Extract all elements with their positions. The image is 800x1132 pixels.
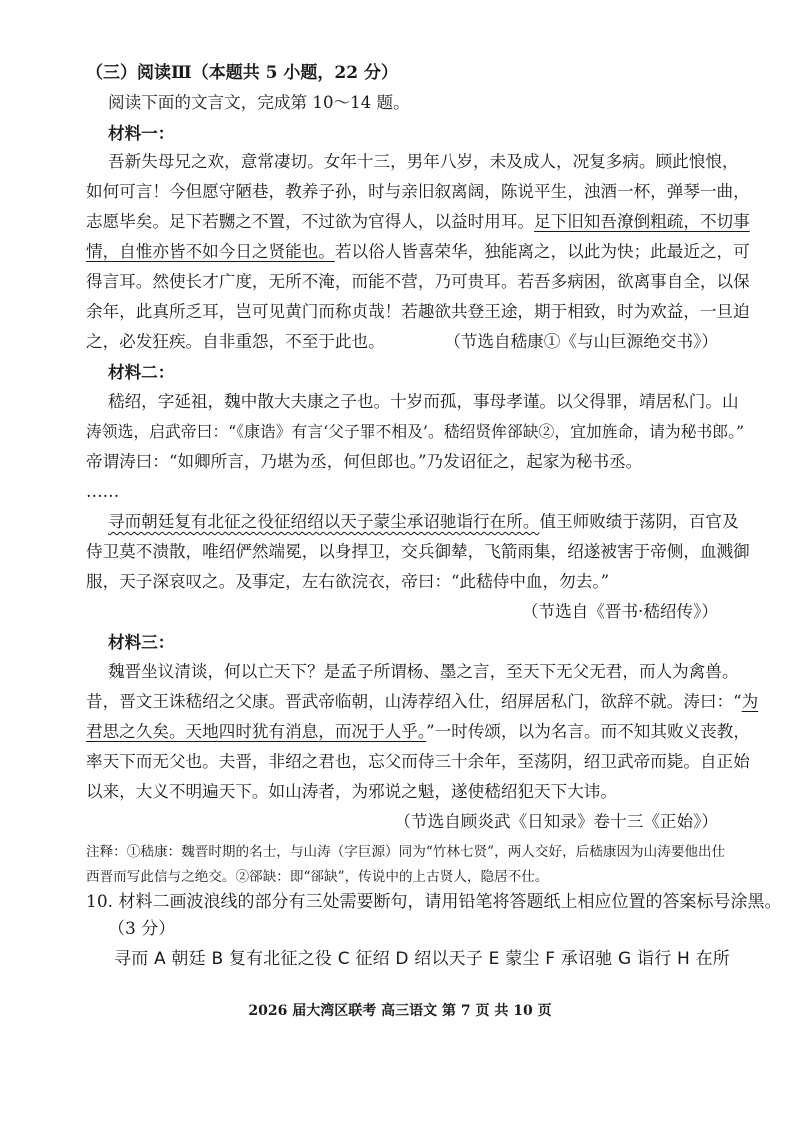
ellipsis: …… — [86, 482, 120, 501]
material1-text: 若以俗人皆喜荣华，独能离之，以此为快；此最近之，可 — [334, 242, 750, 261]
material1-label: 材料一： — [108, 123, 175, 143]
material3-text: 昔，晋文王诛嵇绍之父康。晋武帝临朝，山涛荐绍入仕，绍屏居私门，欲辞不就。涛曰：“ — [86, 692, 742, 711]
wavy-underlined-passage: 寻而朝廷复有北征之役征绍绍以天子蒙尘承诏驰诣行在所。 — [108, 512, 540, 531]
material2-source: （节选自《晋书·嵇绍传》） — [521, 602, 718, 621]
material1-underlined-text: 情，自惟亦皆不如今日之贤能也。 — [86, 242, 335, 261]
material1-line: 得言耳。然使长才广度，无所不淹，而能不营，乃可贵耳。若吾多病困，欲离事自全，以保 — [86, 272, 750, 291]
material3-source: （节选自顾炎武《日知录》卷十三《正始》） — [394, 812, 718, 831]
material3-line — [86, 691, 759, 713]
material1-text: 志愿毕矣。足下若嬲之不置，不过欲为官得人，以益时用耳。 — [86, 212, 535, 231]
material2-line: 嵇绍，字延祖，魏中散大夫康之子也。十岁而孤，事母孝谨。以父得罪，靖居私门。山 — [108, 392, 739, 411]
material2-line: 侍卫莫不溃散，唯绍俨然端冕，以身捍卫，交兵御辇，飞箭雨集，绍遂被害于帝侧，血溅御 — [86, 542, 750, 561]
material1-line: 吾新失母兄之欢，意常凄切。女年十三，男年八岁，未及成人，况复多病。顾此悢悢， — [108, 152, 739, 171]
section-title: （三）阅读Ⅲ（本题共 5 小题，22 分） — [86, 63, 398, 83]
material3-line: 魏晋坐议清谈，何以亡天下？是孟子所谓杨、墨之言，至天下无父无君，而人为禽兽。 — [108, 662, 739, 681]
material3-underlined-text: 为 — [741, 692, 759, 711]
material1-source: （节选自嵇康①《与山巨源绝交书》） — [444, 332, 718, 351]
question-10-text: 10. 材料二画波浪线的部分有三处需要断句，请用铅笔将答题纸上相应位置的答案标号涂黑。 — [86, 892, 782, 912]
material2-text: 值王师败绩于荡阴，百官及 — [539, 512, 739, 531]
material1-line: 余年，此真所乏耳，岂可见黄门而称贞哉！若趣欲共登王途，期于相致，时为欢益，一旦迫 — [86, 302, 750, 321]
material2-label: 材料二： — [108, 362, 175, 382]
question-10-points: （3 分） — [108, 919, 176, 939]
section-instruction: 阅读下面的文言文，完成第 10～14 题。 — [108, 93, 410, 112]
material3-text: ”一时传颂，以为名言。而不知其败义丧教， — [426, 722, 750, 741]
material3-line: 以来，大义不明遍天下。如山涛者，为邪说之魁，遂使嵇绍犯天下大讳。 — [86, 782, 617, 801]
material2-line — [108, 511, 740, 533]
material3-underlined-text: 君思之久矣。天地四时犹有消息，而况于人乎。 — [86, 722, 427, 741]
material2-line: 涛领选，启武帝曰：“《康诰》有言‘父子罪不相及’。嵇绍贤侔郤缺②，宜加旌命，请为秘书郎。” — [86, 422, 745, 441]
material3-label: 材料三： — [108, 632, 175, 652]
material1-line: 如何可言！今但愿守陋巷，教养子孙，时与亲旧叙离阔，陈说平生，浊酒一杯，弹琴一曲， — [86, 182, 750, 201]
material1-line: 之，必发狂疾。自非重怨，不至于此也。 — [86, 332, 385, 351]
material3-line — [86, 721, 750, 743]
material1-underlined-text: 足下旧知吾潦倒粗疏，不切事 — [534, 212, 750, 231]
annotation-note: 西晋而写此信与之绝交。②郤缺：即“郤缺”，传说中的上古贤人，隐居不仕。 — [86, 869, 549, 885]
question-10-options: 寻而 A 朝廷 B 复有北征之役 C 征绍 D 绍以天子 E 蒙尘 F 承诏驰 G 诣行 H 在所 — [114, 949, 730, 969]
material2-line: 服，天子深哀叹之。及事定，左右欲浣衣，帝曰：“此嵇侍中血，勿去。” — [86, 572, 610, 591]
page-footer: 2026 届大湾区联考 高三语文 第 7 页 共 10 页 — [248, 1003, 552, 1019]
material3-line: 率天下而无父也。夫晋，非绍之君也，忘父而侍三十余年，至荡阴，绍卫武帝而毙。自正始 — [86, 752, 750, 771]
material1-line — [86, 211, 750, 233]
material1-line — [86, 241, 750, 263]
annotation-note: 注释：①嵇康：魏晋时期的名士，与山涛（字巨源）同为“竹林七贤”，两人交好，后嵇康因为山涛要他出仕 — [86, 844, 726, 860]
material2-line: 帝谓涛曰：“如卿所言，乃堪为丞，何但郎也。”乃发诏征之，起家为秘书丞。 — [86, 452, 643, 471]
